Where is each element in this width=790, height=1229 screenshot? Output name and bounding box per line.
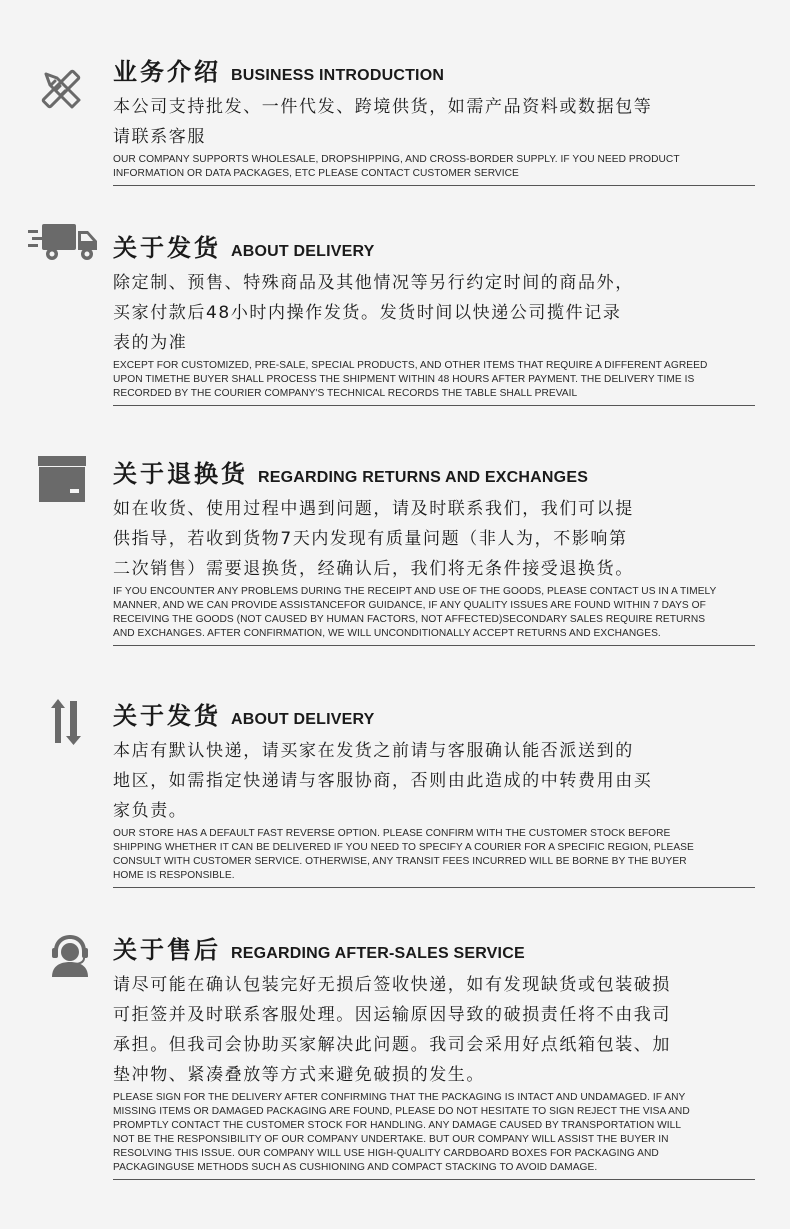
body-en-line: CONSULT WITH CUSTOMER SERVICE. OTHERWISE, ANY TRANSIT FEES INCURRED WILL BE BORNE BY THE BUYER bbox=[113, 856, 687, 867]
section-title-en: BUSINESS INTRODUCTION bbox=[231, 67, 445, 84]
divider bbox=[113, 645, 755, 646]
body-zh-line: 请尽可能在确认包装完好无损后签收快递，如有发现缺货或包装破损 bbox=[113, 975, 671, 995]
section-heading bbox=[113, 454, 755, 489]
body-en-line: RECORDED BY THE COURIER COMPANY'S TECHNICAL RECORDS THE TABLE SHALL PREVAIL bbox=[113, 388, 578, 399]
body-en-line: EXCEPT FOR CUSTOMIZED, PRE-SALE, SPECIAL PRODUCTS, AND OTHER ITEMS THAT REQUIRE A DIFFERENT AGREED bbox=[113, 360, 708, 371]
body-en-line: RECEIVING THE GOODS (NOT CAUSED BY HUMAN FACTORS, NOT AFFECTED)SECONDARY SALES REQUIRE RETURNS bbox=[113, 614, 706, 625]
divider bbox=[113, 887, 755, 888]
body-en-line: PROMPTLY CONTACT THE CUSTOMER STOCK FOR HANDLING. ANY DAMAGE CAUSED BY TRANSPORTATION WILL bbox=[113, 1120, 682, 1131]
section-body-zh bbox=[113, 494, 755, 584]
body-en-line: IF YOU ENCOUNTER ANY PROBLEMS DURING THE RECEIPT AND USE OF THE GOODS, PLEASE CONTACT US IN A TIMELY bbox=[113, 586, 717, 597]
body-zh-line: 本公司支持批发、一件代发、跨境供货，如需产品资料或数据包等 bbox=[113, 97, 653, 117]
body-en-line: PLEASE SIGN FOR THE DELIVERY AFTER CONFIRMING THAT THE PACKAGING IS INTACT AND UNDAMAGED. IF ANY bbox=[113, 1092, 686, 1103]
body-en-line: MANNER, AND WE CAN PROVIDE ASSISTANCEFOR GUIDANCE, IF ANY QUALITY ISSUES ARE FOUND WITHIN 7 DAYS OF bbox=[113, 600, 706, 611]
divider bbox=[113, 185, 755, 186]
body-zh-line: 供指导，若收到货物7天内发现有质量问题（非人为，不影响第 bbox=[113, 529, 628, 549]
body-en-line: PACKAGINGUSE METHODS SUCH AS CUSHIONING AND COMPACT STACKING TO AVOID DAMAGE. bbox=[113, 1162, 598, 1173]
body-zh-line: 家负责。 bbox=[113, 801, 188, 821]
body-zh-line: 地区，如需指定快递请与客服协商，否则由此造成的中转费用由买 bbox=[113, 771, 653, 791]
section-title-en: ABOUT DELIVERY bbox=[231, 243, 375, 260]
body-en-line: INFORMATION OR DATA PACKAGES, ETC PLEASE CONTACT CUSTOMER SERVICE bbox=[113, 168, 519, 179]
body-zh-line: 本店有默认快递，请买家在发货之前请与客服确认能否派送到的 bbox=[113, 741, 634, 761]
section-content bbox=[113, 52, 755, 186]
section-heading bbox=[113, 930, 755, 965]
section-body-en bbox=[113, 153, 755, 181]
customer-service-headset-icon bbox=[50, 933, 90, 977]
body-zh-line: 如在收货、使用过程中遇到问题，请及时联系我们，我们可以提 bbox=[113, 499, 634, 519]
section-title-en: ABOUT DELIVERY bbox=[231, 711, 375, 728]
body-zh-line: 表的为准 bbox=[113, 333, 188, 353]
body-en-line: HOME IS RESPONSIBLE. bbox=[113, 870, 235, 881]
body-en-line: OUR COMPANY SUPPORTS WHOLESALE, DROPSHIPPING, AND CROSS-BORDER SUPPLY. IF YOU NEED PRODUCT bbox=[113, 154, 680, 165]
body-en-line: MISSING ITEMS OR DAMAGED PACKAGING ARE FOUND, PLEASE DO NOT HESITATE TO SIGN REJECT THE VISA AND bbox=[113, 1106, 690, 1117]
up-down-arrows-icon bbox=[50, 699, 84, 745]
body-zh-line: 请联系客服 bbox=[113, 127, 206, 147]
section-body-zh bbox=[113, 268, 755, 358]
section-body-en bbox=[113, 585, 755, 641]
section-title-zh: 关于售后 bbox=[113, 936, 221, 964]
body-zh-line: 二次销售）需要退换货，经确认后，我们将无条件接受退换货。 bbox=[113, 559, 634, 579]
body-en-line: OUR STORE HAS A DEFAULT FAST REVERSE OPTION. PLEASE CONFIRM WITH THE CUSTOMER STOCK BEFORE bbox=[113, 828, 671, 839]
section-body-en bbox=[113, 359, 755, 401]
section-heading bbox=[113, 52, 755, 87]
divider bbox=[113, 1179, 755, 1180]
body-en-line: AND EXCHANGES. AFTER CONFIRMATION, WE WILL UNCONDITIONALLY ACCEPT RETURNS AND EXCHANGES. bbox=[113, 628, 661, 639]
body-en-line: UPON TIMETHE BUYER SHALL PROCESS THE SHIPMENT WITHIN 48 HOURS AFTER PAYMENT. THE DELIVERY TIME IS bbox=[113, 374, 695, 385]
pencil-ruler-icon bbox=[38, 66, 84, 112]
delivery-truck-icon bbox=[28, 222, 100, 262]
section-body-en bbox=[113, 1091, 755, 1175]
section-title-en: REGARDING RETURNS AND EXCHANGES bbox=[258, 469, 589, 486]
section-body-en bbox=[113, 827, 755, 883]
section-content bbox=[113, 454, 755, 646]
section-content bbox=[113, 930, 755, 1180]
body-zh-line: 除定制、预售、特殊商品及其他情况等另行约定时间的商品外， bbox=[113, 273, 634, 293]
body-zh-line: 承担。但我司会协助买家解决此问题。我司会采用好点纸箱包装、加 bbox=[113, 1035, 671, 1055]
section-title-zh: 关于退换货 bbox=[113, 460, 248, 488]
section-heading bbox=[113, 696, 755, 731]
body-en-line: NOT BE THE RESPONSIBILITY OF OUR COMPANY UNDERTAKE. BUT OUR COMPANY WILL ASSIST THE BUYER IN bbox=[113, 1134, 669, 1145]
section-content bbox=[113, 228, 755, 406]
section-body-zh bbox=[113, 92, 755, 152]
section-title-zh: 业务介绍 bbox=[113, 58, 221, 86]
section-title-en: REGARDING AFTER-SALES SERVICE bbox=[231, 945, 525, 962]
section-heading bbox=[113, 228, 755, 263]
body-zh-line: 买家付款后48小时内操作发货。发货时间以快递公司揽件记录 bbox=[113, 303, 622, 323]
body-en-line: SHIPPING WHETHER IT CAN BE DELIVERED IF YOU NEED TO SPECIFY A COURIER FOR A SPECIFIC REGION, PLEASE bbox=[113, 842, 694, 853]
body-zh-line: 垫冲物、紧凑叠放等方式来避免破损的发生。 bbox=[113, 1065, 485, 1085]
section-title-zh: 关于发货 bbox=[113, 234, 221, 262]
section-body-zh bbox=[113, 736, 755, 826]
section-content bbox=[113, 696, 755, 888]
body-en-line: RESOLVING THIS ISSUE. OUR COMPANY WILL USE HIGH-QUALITY CARDBOARD BOXES FOR PACKAGING AND bbox=[113, 1148, 659, 1159]
section-title-zh: 关于发货 bbox=[113, 702, 221, 730]
body-zh-line: 可拒签并及时联系客服处理。因运输原因导致的破损责任将不由我司 bbox=[113, 1005, 671, 1025]
section-body-zh bbox=[113, 970, 755, 1090]
package-box-icon bbox=[38, 456, 86, 502]
divider bbox=[113, 405, 755, 406]
